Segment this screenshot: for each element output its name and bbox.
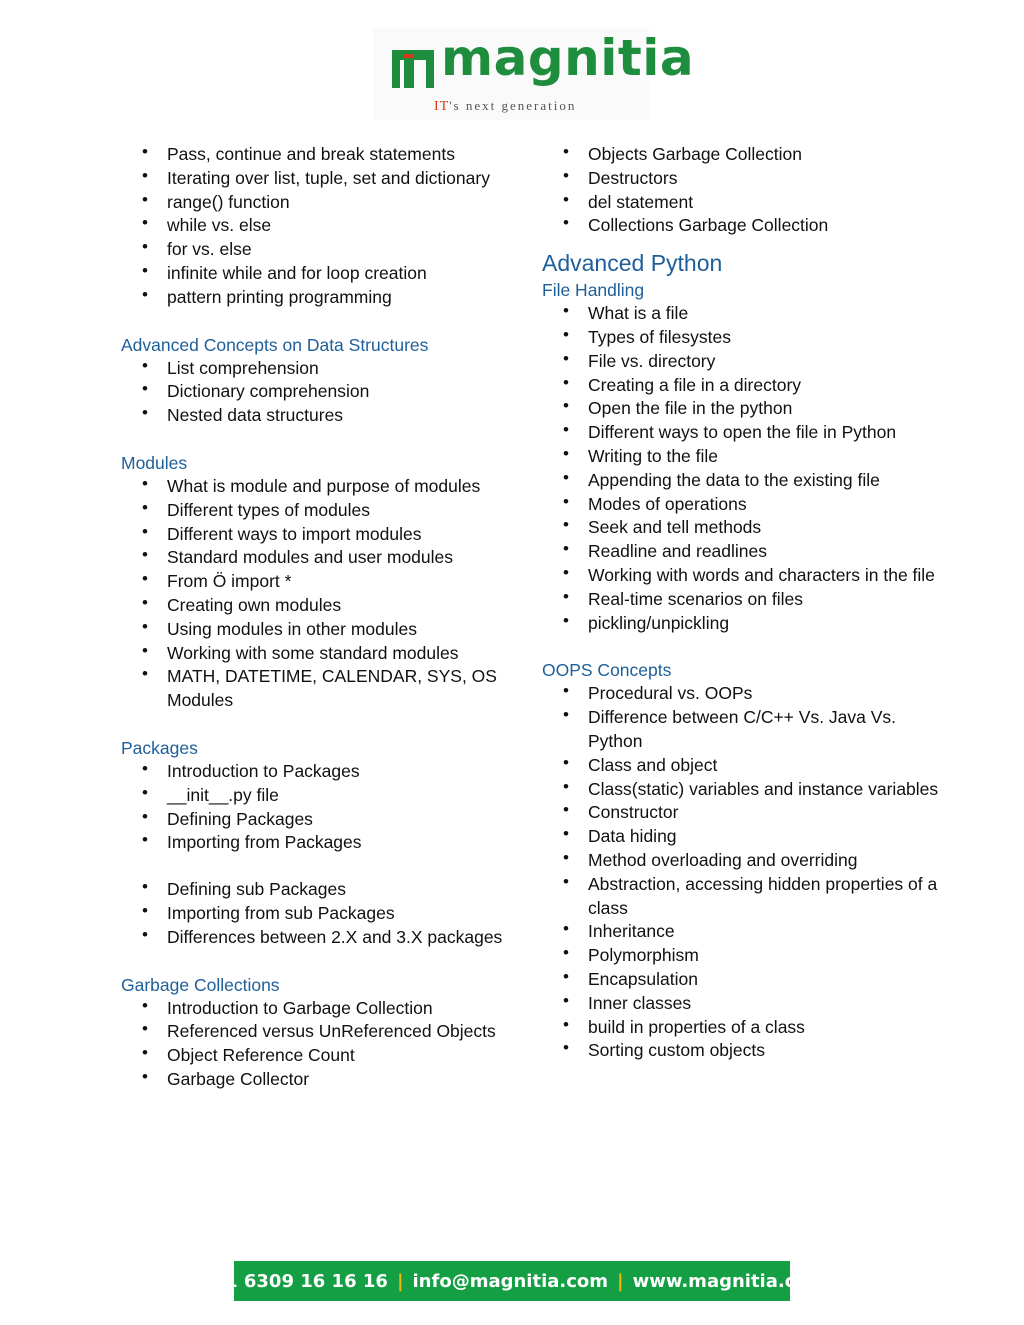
list-item: • Defining sub Packages: [121, 878, 511, 902]
list-item: • for vs. else: [121, 238, 511, 262]
spacer: [542, 635, 942, 658]
list-item: • Objects Garbage Collection: [542, 143, 942, 167]
list-item: • Modes of operations: [542, 493, 942, 517]
list-item: • Defining Packages: [121, 808, 511, 832]
list-item: • Dictionary comprehension: [121, 380, 511, 404]
garbage-collections-list: [121, 997, 511, 1092]
list-item: • Creating own modules: [121, 594, 511, 618]
spacer: [121, 855, 511, 878]
list-item: • What is module and purpose of modules: [121, 475, 511, 499]
list-item: • while vs. else: [121, 214, 511, 238]
list-item: • Real-time scenarios on files: [542, 588, 942, 612]
logo-tagline-it: IT: [434, 99, 450, 114]
logo-tagline: [434, 98, 576, 115]
list-item: • Creating a file in a directory: [542, 374, 942, 398]
list-item: • Iterating over list, tuple, set and dictionary: [121, 167, 511, 191]
list-item: • infinite while and for loop creation: [121, 262, 511, 286]
section-heading-packages: Packages: [121, 737, 198, 758]
list-item: • Seek and tell methods: [542, 516, 942, 540]
list-item: • Inheritance: [542, 920, 942, 944]
spacer: [121, 713, 511, 736]
list-item: • Referenced versus UnReferenced Objects: [121, 1020, 511, 1044]
list-item: • Destructors: [542, 167, 942, 191]
list-item: • Introduction to Packages: [121, 760, 511, 784]
logo-tagline-rest: 's next generation: [449, 98, 577, 113]
list-item: • build in properties of a class: [542, 1016, 942, 1040]
list-item: • What is a file: [542, 302, 942, 326]
right-column: [542, 143, 942, 1063]
list-item: • pattern printing programming: [121, 286, 511, 310]
list-item: • Types of filesystes: [542, 326, 942, 350]
list-item: • Working with some standard modules: [121, 642, 511, 666]
list-item: • Appending the data to the existing file: [542, 469, 942, 493]
list-item: • Data hiding: [542, 825, 942, 849]
phone-number: +91 6309 16 16 16: [197, 1270, 388, 1292]
section-heading-data-structures: Advanced Concepts on Data Structures: [121, 334, 429, 355]
contact-footer-banner: [197, 1261, 827, 1301]
section-heading-modules: Modules: [121, 452, 188, 473]
list-item: • range() function: [121, 191, 511, 215]
logo-arch-icon: [390, 44, 436, 90]
list-item: • Constructor: [542, 801, 942, 825]
list-item: • Writing to the file: [542, 445, 942, 469]
list-item: • Different types of modules: [121, 499, 511, 523]
list-item: • Garbage Collector: [121, 1068, 511, 1092]
file-handling-list: [542, 302, 942, 635]
garbage-collection-continued-list: [542, 143, 942, 238]
list-item: • List comprehension: [121, 357, 511, 381]
list-item: • Polymorphism: [542, 944, 942, 968]
list-item: • del statement: [542, 191, 942, 215]
magnitia-logo: [373, 28, 695, 120]
list-item: • Inner classes: [542, 992, 942, 1016]
list-item: • Readline and readlines: [542, 540, 942, 564]
list-item: • Class and object: [542, 754, 942, 778]
packages-list: [121, 760, 511, 855]
advanced-python-title: Advanced Python: [542, 250, 723, 277]
list-item: • Using modules in other modules: [121, 618, 511, 642]
spacer: [121, 310, 511, 333]
left-column: [121, 143, 511, 1092]
spacer: [542, 238, 942, 248]
list-item: • Open the file in the python: [542, 397, 942, 421]
footer-separator: |: [396, 1270, 404, 1292]
spacer: [121, 428, 511, 451]
list-item: • Method overloading and overriding: [542, 849, 942, 873]
modules-list: [121, 475, 511, 713]
list-item: • Introduction to Garbage Collection: [121, 997, 511, 1021]
list-item: • pickling/unpickling: [542, 612, 942, 636]
section-heading-oops-concepts: OOPS Concepts: [542, 660, 672, 681]
list-item: • Abstraction, accessing hidden properties of a class: [542, 873, 942, 921]
spacer: [121, 950, 511, 973]
email-address: info@magnitia.com: [412, 1270, 609, 1292]
loop-topics-list: [121, 143, 511, 310]
list-item: • Difference between C/C++ Vs. Java Vs. Python: [542, 706, 942, 754]
list-item: • Different ways to open the file in Python: [542, 421, 942, 445]
footer-separator: |: [617, 1270, 624, 1292]
list-item: • Different ways to import modules: [121, 523, 511, 547]
list-item: • Encapsulation: [542, 968, 942, 992]
list-item: • Collections Garbage Collection: [542, 214, 942, 238]
list-item: • File vs. directory: [542, 350, 942, 374]
section-heading-file-handling: File Handling: [542, 280, 645, 301]
list-item: • Object Reference Count: [121, 1044, 511, 1068]
sub-packages-list: [121, 878, 511, 949]
list-item: • Sorting custom objects: [542, 1039, 942, 1063]
logo-wordmark: magnitia: [441, 29, 695, 87]
list-item: • Importing from Packages: [121, 831, 511, 855]
section-heading-garbage-collections: Garbage Collections: [121, 974, 280, 995]
list-item: • MATH, DATETIME, CALENDAR, SYS, OS Modules: [121, 665, 511, 713]
list-item: • __init__.py file: [121, 784, 511, 808]
list-item: • Pass, continue and break statements: [121, 143, 511, 167]
list-item: • Working with words and characters in the file: [542, 564, 942, 588]
website-url: www.magnitia.com: [632, 1270, 827, 1292]
list-item: • Nested data structures: [121, 404, 511, 428]
list-item: • Importing from sub Packages: [121, 902, 511, 926]
list-item: • Standard modules and user modules: [121, 546, 511, 570]
list-item: • Procedural vs. OOPs: [542, 682, 942, 706]
list-item: • From Ö import *: [121, 570, 511, 594]
data-structures-list: [121, 357, 511, 428]
list-item: • Differences between 2.X and 3.X packages: [121, 926, 511, 950]
oops-concepts-list: [542, 682, 942, 1063]
list-item: • Class(static) variables and instance variables: [542, 778, 942, 802]
